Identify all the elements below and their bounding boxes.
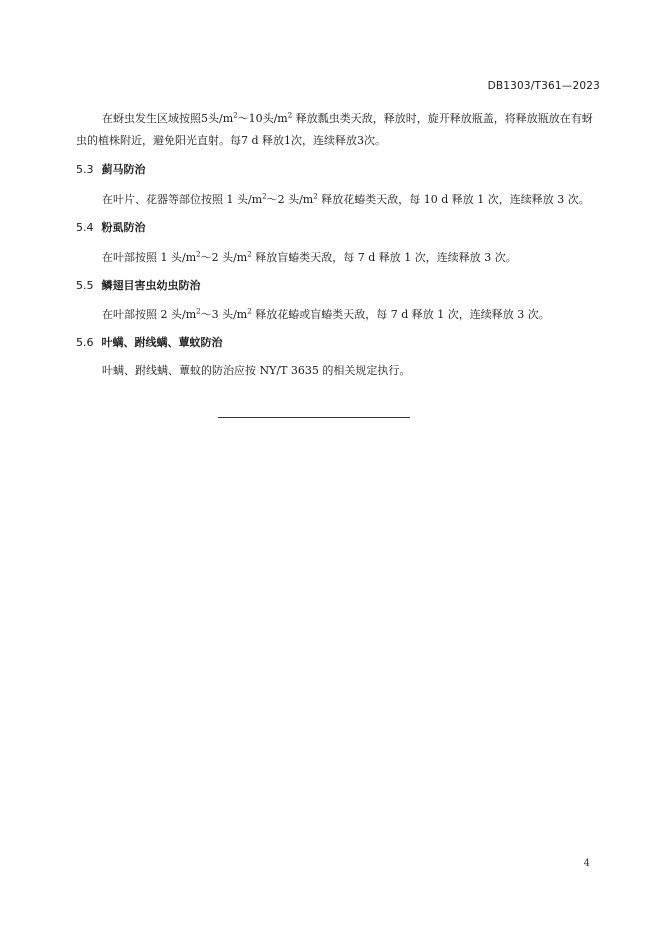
text-run: ～10头/m bbox=[237, 112, 288, 125]
paragraph-thrips-control bbox=[102, 191, 590, 207]
superscript: 2 bbox=[262, 192, 267, 201]
text-run: ～2 头/m bbox=[266, 193, 314, 206]
superscript: 2 bbox=[247, 250, 252, 259]
paragraph-mite-control: 叶螨、跗线螨、蕈蚊的防治应按 NY/T 3635 的相关规定执行。 bbox=[102, 364, 411, 377]
superscript: 2 bbox=[196, 307, 201, 316]
paragraph-whitefly-control bbox=[102, 249, 517, 265]
text-run: ～2 头/m bbox=[200, 251, 248, 264]
section-title: 鳞翅目害虫幼虫防治 bbox=[101, 279, 201, 292]
paragraph-lepidoptera-control bbox=[102, 306, 550, 322]
section-heading-5-4 bbox=[76, 219, 146, 235]
section-number: 5.4 bbox=[76, 221, 94, 234]
text-run: 在叶部按照 2 头/m bbox=[102, 308, 197, 321]
text-run: 释放花蝽类天敌，每 10 d 释放 1 次，连续释放 3 次。 bbox=[317, 193, 590, 206]
text-run: 释放花蝽或盲蝽类天敌，每 7 d 释放 1 次，连续释放 3 次。 bbox=[251, 308, 550, 321]
superscript: 2 bbox=[313, 192, 318, 201]
text-run: 在蚜虫发生区域按照5头/m bbox=[102, 112, 234, 125]
section-heading-5-6 bbox=[76, 334, 223, 350]
superscript: 2 bbox=[287, 111, 293, 120]
section-number: 5.5 bbox=[76, 279, 94, 292]
section-number: 5.6 bbox=[76, 336, 94, 349]
section-title: 叶螨、跗线螨、蕈蚊防治 bbox=[101, 336, 223, 349]
text-run: 释放瓢虫类天敌，释放时，旋开释放瓶盖，将释放瓶放在有蚜虫的植株附近，避免阳光直射。每7 d 释放1次，连续释放3次。 bbox=[76, 112, 593, 147]
paragraph-aphid-control bbox=[76, 108, 602, 152]
end-rule bbox=[218, 417, 410, 418]
text-run: ～3 头/m bbox=[200, 308, 248, 321]
text-run: 在叶部按照 1 头/m bbox=[102, 251, 197, 264]
superscript: 2 bbox=[247, 307, 252, 316]
superscript: 2 bbox=[196, 250, 201, 259]
text-run: 释放盲蝽类天敌，每 7 d 释放 1 次，连续释放 3 次。 bbox=[251, 251, 517, 264]
section-heading-5-5 bbox=[76, 277, 201, 293]
section-title: 粉虱防治 bbox=[101, 221, 146, 234]
superscript: 2 bbox=[233, 111, 238, 120]
page-number: 4 bbox=[583, 858, 590, 869]
section-heading-5-3 bbox=[76, 161, 146, 177]
text-run: 在叶片、花器等部位按照 1 头/m bbox=[102, 193, 263, 206]
section-number: 5.3 bbox=[76, 163, 94, 176]
section-title: 蓟马防治 bbox=[101, 163, 146, 176]
document-code: DB1303/T361—2023 bbox=[487, 80, 600, 92]
